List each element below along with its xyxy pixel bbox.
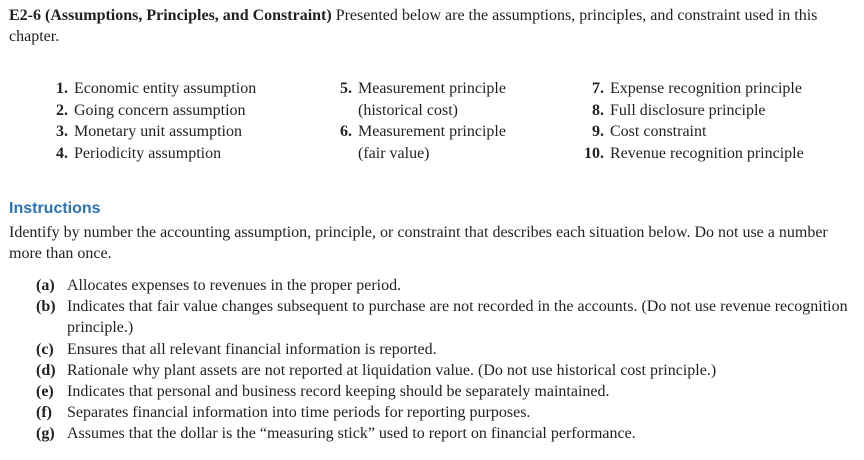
- item-number: 4.: [56, 144, 68, 162]
- item-number: 2.: [56, 101, 68, 119]
- situation-text: Indicates that personal and business record keeping should be separately maintained.: [67, 383, 610, 401]
- item-label: Monetary unit assumption: [74, 123, 242, 141]
- item-number: 5.: [340, 80, 352, 97]
- situation-label: (b): [36, 298, 56, 316]
- item-number: 3.: [56, 123, 68, 141]
- instructions-heading: Instructions: [9, 200, 101, 217]
- item-label: Economic entity assumption: [74, 80, 257, 97]
- exercise-intro: [9, 5, 854, 47]
- item-label: Going concern assumption: [74, 101, 246, 119]
- item-number: 1.: [56, 80, 68, 97]
- situation-text: Allocates expenses to revenues in the proper period.: [67, 277, 402, 294]
- situation-item: [36, 360, 848, 381]
- item-number: 6.: [340, 123, 352, 141]
- situation-label: (f): [36, 404, 52, 422]
- situation-text: Indicates that fair value changes subsequent to purchase are not recorded in the accounts. (Do not use revenue recognition principle.): [67, 298, 848, 337]
- item-label: Full disclosure principle: [610, 101, 766, 119]
- list-column-3: [578, 78, 804, 164]
- situations-list: [36, 275, 848, 445]
- exercise-intro-text: Presented below are the assumptions, principles, and constraint used in this chapter.: [9, 7, 818, 45]
- situation-label: (g): [36, 425, 55, 443]
- list-item: [578, 100, 804, 122]
- situation-item: [36, 339, 848, 360]
- list-item: [52, 78, 256, 100]
- situation-item: [36, 381, 848, 402]
- item-label: Periodicity assumption: [74, 144, 222, 162]
- situation-item: [36, 423, 848, 444]
- situation-label: (c): [36, 340, 54, 358]
- exercise-code: E2-6 (Assumptions, Principles, and Constraint): [9, 7, 332, 24]
- item-label-detail: (fair value): [358, 144, 430, 162]
- item-number: 8.: [592, 101, 604, 119]
- item-label-detail: (historical cost): [358, 101, 458, 119]
- situation-text: Ensures that all relevant financial information is reported.: [67, 340, 437, 358]
- list-item: [52, 121, 256, 143]
- list-item: [578, 121, 804, 143]
- list-column-1: [52, 78, 256, 164]
- item-number: 9.: [592, 123, 604, 141]
- situation-text: Rationale why plant assets are not reported at liquidation value. (Do not use historical cost principle.): [67, 361, 717, 379]
- list-item: [336, 121, 506, 164]
- list-item: [336, 78, 506, 121]
- list-column-2: [336, 78, 506, 164]
- item-label: Measurement principle: [358, 80, 506, 97]
- item-label: Measurement principle: [358, 123, 506, 141]
- item-label: Revenue recognition principle: [610, 144, 804, 162]
- list-item: [52, 100, 256, 122]
- list-item: [578, 78, 804, 100]
- situation-label: (d): [36, 361, 56, 379]
- situation-label: (a): [36, 277, 55, 294]
- situation-text: Assumes that the dollar is the “measuring stick” used to report on financial performance.: [67, 425, 636, 443]
- instructions-text: Identify by number the accounting assumption, principle, or constraint that describes each situation below. Do not use a number more than once.: [9, 224, 828, 262]
- item-label: Cost constraint: [610, 123, 707, 141]
- situation-item: [36, 402, 848, 423]
- list-item: [578, 143, 804, 165]
- item-number: 10.: [584, 144, 604, 162]
- situation-label: (e): [36, 383, 54, 401]
- situation-item: [36, 275, 848, 296]
- situation-text: Separates financial information into time periods for reporting purposes.: [67, 404, 531, 422]
- item-number: 7.: [592, 80, 604, 97]
- item-label: Expense recognition principle: [610, 80, 802, 97]
- situation-item: [36, 296, 848, 338]
- list-item: [52, 143, 256, 165]
